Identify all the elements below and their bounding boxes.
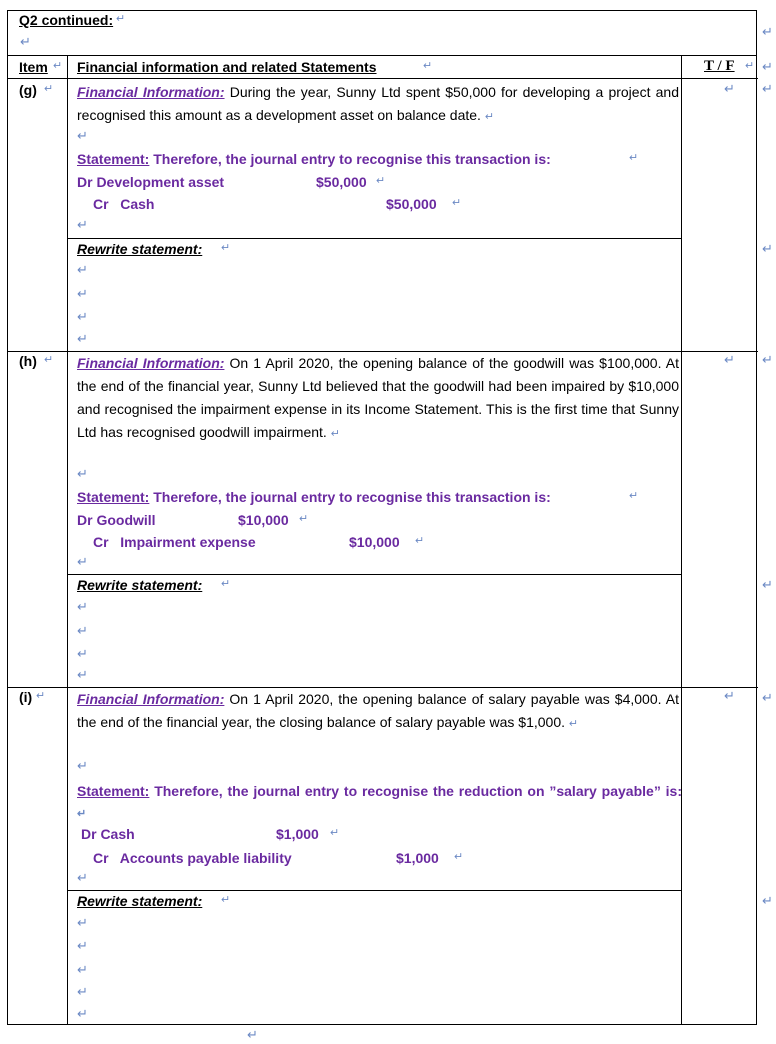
item-label: (i) [19, 689, 33, 705]
paragraph-mark: ↵ [20, 34, 31, 49]
debit-account: Dr Goodwill [77, 512, 156, 528]
item-label: (h) [19, 353, 37, 369]
statement-label: Statement: [77, 783, 150, 799]
statement-text: Therefore, the journal entry to recognise this transaction is: [153, 151, 551, 167]
credit-account: Cr Impairment expense [93, 534, 256, 550]
info-column-header: Financial information and related Statements [77, 59, 377, 75]
statement-label: Statement: [77, 489, 150, 505]
financial-information-text: During the year, Sunny Ltd spent $50,000 for developing a project and recognised this amount as a development asset on balance date. [77, 84, 679, 123]
paragraph-mark: ↵ [44, 354, 54, 366]
rewrite-divider [67, 890, 681, 891]
paragraph-mark: ↵ [330, 827, 340, 839]
financial-information [77, 81, 679, 129]
credit-amount: $1,000 [396, 850, 439, 866]
paragraph-mark: ↵ [77, 331, 88, 346]
debit-amount: $1,000 [276, 826, 319, 842]
paragraph-mark: ↵ [745, 60, 755, 72]
paragraph-mark: ↵ [77, 554, 88, 569]
row-end-mark: ↵ [762, 577, 773, 592]
row-end-mark: ↵ [762, 241, 773, 256]
paragraph-mark: ↵ [299, 513, 309, 525]
financial-information-label: Financial Information: [77, 691, 225, 707]
paragraph-mark: ↵ [629, 490, 639, 502]
paragraph-mark: ↵ [77, 984, 88, 999]
debit-amount: $50,000 [316, 174, 367, 190]
paragraph-mark: ↵ [77, 466, 88, 481]
row-end-mark: ↵ [762, 690, 773, 705]
credit-account: Cr Cash [93, 196, 155, 212]
paragraph-mark: ↵ [221, 578, 231, 590]
financial-information [77, 352, 679, 446]
row-end-mark: ↵ [762, 81, 773, 96]
paragraph-mark: ↵ [77, 128, 88, 143]
financial-information-text: On 1 April 2020, the opening balance of salary payable was $4,000. At the end of the financial year, the closing balance of salary payable was $1,000. [77, 691, 680, 730]
statement-text: Therefore, the journal entry to recognise this transaction is: [153, 489, 551, 505]
rewrite-statement-label: Rewrite statement: [77, 241, 203, 257]
statement-text: Therefore, the journal entry to recognise the reduction on ”salary payable” is: [154, 783, 683, 799]
credit-account: Cr Accounts payable liability [93, 850, 292, 866]
paragraph-mark: ↵ [77, 938, 88, 953]
paragraph-mark: ↵ [247, 1027, 258, 1042]
statement [77, 489, 551, 505]
debit-account: Dr Development asset [77, 174, 225, 190]
row-end-mark: ↵ [762, 59, 773, 74]
paragraph-mark: ↵ [629, 152, 639, 164]
column-divider [681, 56, 682, 1024]
paragraph-mark: ↵ [44, 83, 54, 95]
paragraph-mark: ↵ [221, 242, 231, 254]
paragraph-mark: ↵ [221, 894, 231, 906]
paragraph-mark: ↵ [415, 535, 425, 547]
debit-account: Dr Cash [81, 826, 135, 842]
section-header-box [7, 10, 757, 56]
debit-amount: $10,000 [238, 512, 289, 528]
financial-information-label: Financial Information: [77, 84, 225, 100]
paragraph-mark: ↵ [36, 690, 46, 702]
answer-cell-tf[interactable]: ↵ [724, 688, 735, 703]
paragraph-mark: ↵ [77, 1006, 88, 1021]
credit-amount: $50,000 [386, 196, 437, 212]
paragraph-mark: ↵ [423, 60, 433, 72]
row-end-mark: ↵ [762, 893, 773, 908]
paragraph-mark: ↵ [77, 286, 88, 301]
answer-cell-tf[interactable]: ↵ [724, 352, 735, 367]
paragraph-mark: ↵ [484, 111, 495, 123]
paragraph-mark: ↵ [77, 309, 88, 324]
tf-column-header: T / F [704, 58, 735, 74]
section-title: Q2 continued: [19, 12, 114, 28]
financial-information-text: On 1 April 2020, the opening balance of the goodwill was $100,000. At the end of the financial year, Sunny Ltd believed that the goodwill had been impaired by $10,000 and recognised the impairment expense in its Income Statement. This is the first time that Sunny Ltd has recognised goodwill impairment. [77, 355, 680, 440]
statement [77, 781, 682, 825]
paragraph-mark: ↵ [77, 599, 88, 614]
paragraph-mark: ↵ [53, 60, 63, 72]
financial-information-label: Financial Information: [77, 355, 225, 371]
paragraph-mark: ↵ [77, 646, 88, 661]
paragraph-mark: ↵ [454, 851, 464, 863]
statement [77, 151, 551, 167]
statement-label: Statement: [77, 151, 150, 167]
paragraph-mark: ↵ [77, 915, 88, 930]
paragraph-mark: ↵ [77, 870, 88, 885]
line-break-mark: ↵ [116, 13, 126, 25]
answer-cell-tf[interactable]: ↵ [724, 81, 735, 96]
paragraph-mark: ↵ [77, 808, 87, 820]
rewrite-statement-label: Rewrite statement: [77, 893, 203, 909]
paragraph-mark: ↵ [77, 667, 88, 682]
paragraph-mark: ↵ [568, 718, 579, 730]
paragraph-mark: ↵ [452, 197, 462, 209]
paragraph-mark: ↵ [77, 962, 88, 977]
paragraph-mark: ↵ [762, 24, 773, 39]
rewrite-divider [67, 574, 681, 575]
column-divider [67, 56, 68, 1024]
item-column-header: Item [19, 59, 48, 75]
credit-amount: $10,000 [349, 534, 400, 550]
header-divider [8, 78, 758, 79]
paragraph-mark: ↵ [77, 623, 88, 638]
financial-information [77, 688, 679, 736]
statements-table [7, 56, 757, 1025]
paragraph-mark: ↵ [77, 758, 88, 773]
paragraph-mark: ↵ [376, 175, 386, 187]
rewrite-divider [67, 238, 681, 239]
item-label: (g) [19, 82, 37, 98]
paragraph-mark: ↵ [330, 428, 340, 440]
rewrite-statement-label: Rewrite statement: [77, 577, 203, 593]
row-end-mark: ↵ [762, 352, 773, 367]
paragraph-mark: ↵ [77, 262, 88, 277]
paragraph-mark: ↵ [77, 217, 88, 232]
